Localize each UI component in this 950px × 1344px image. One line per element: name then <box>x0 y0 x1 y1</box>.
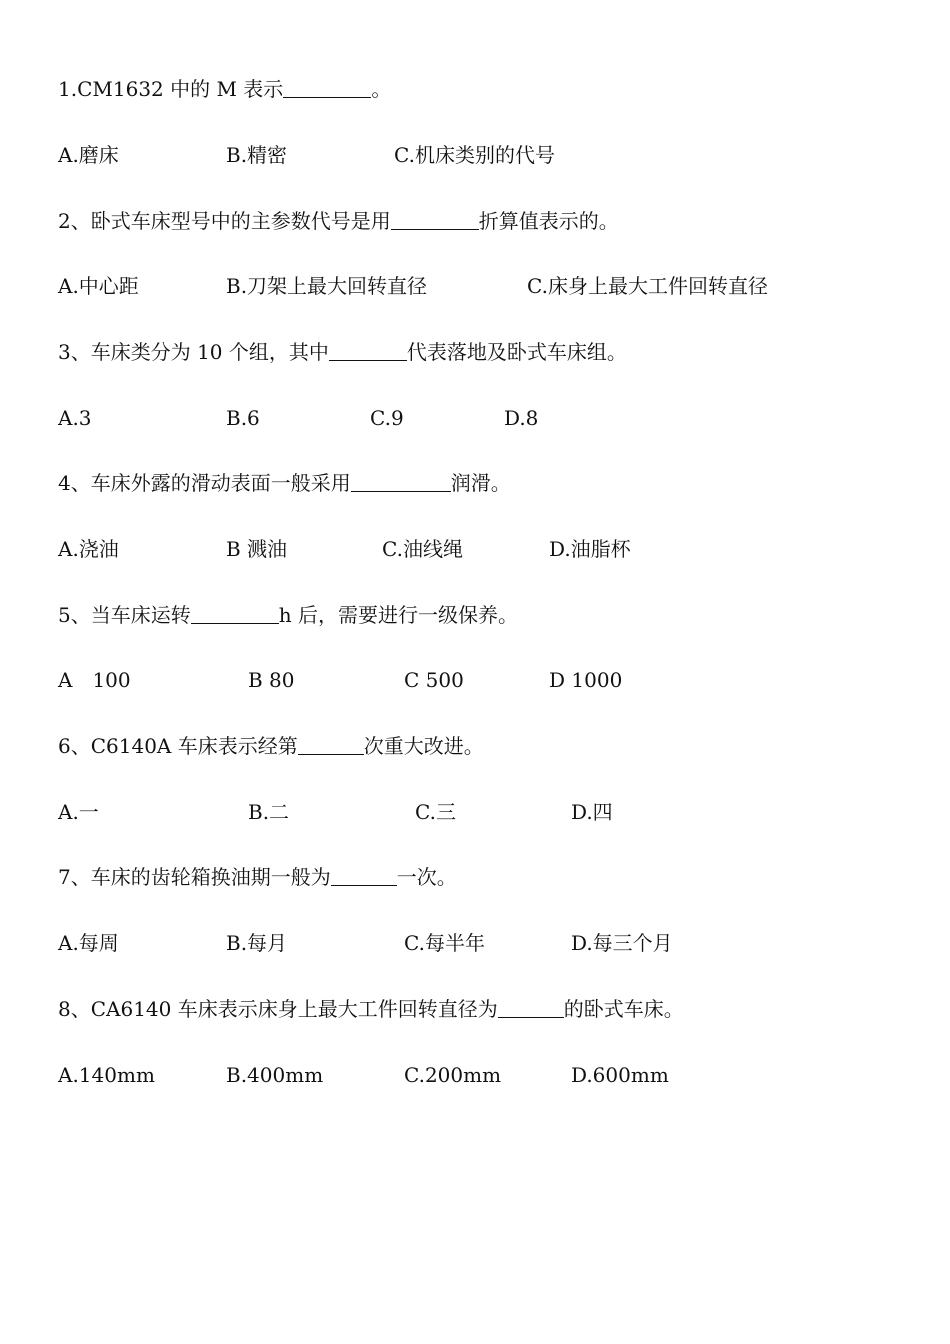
question-1-option-c: C.机床类别的代号 <box>394 143 555 167</box>
question-1 <box>58 74 391 104</box>
question-7-option-b: B.每月 <box>226 931 288 955</box>
question-4-option-b: B 溅油 <box>226 537 288 561</box>
question-6-text-before: 6、C6140A 车床表示经第 <box>58 734 298 758</box>
question-3-text-before: 3、车床类分为 10 个组，其中 <box>58 340 329 364</box>
question-5-blank <box>191 603 279 624</box>
question-7-blank <box>331 865 397 886</box>
question-6-option-d: D.四 <box>571 800 613 824</box>
question-8-text-after: 的卧式车床。 <box>563 997 684 1021</box>
question-4-blank <box>351 471 451 492</box>
question-2-text-after: 折算值表示的。 <box>478 209 619 233</box>
question-5-text-after: h 后，需要进行一级保养。 <box>278 603 518 627</box>
question-2 <box>58 206 619 236</box>
question-5-option-a: A 100 <box>58 668 131 692</box>
question-1-text-after: 。 <box>371 77 392 101</box>
question-2-option-c: C.床身上最大工件回转直径 <box>527 274 768 298</box>
question-5 <box>58 600 518 630</box>
question-3-blank <box>329 340 407 361</box>
question-4-option-c: C.油线绳 <box>382 537 463 561</box>
question-1-text-before: 1.CM1632 中的 M 表示 <box>58 77 284 101</box>
question-8 <box>58 994 684 1024</box>
question-4 <box>58 468 511 498</box>
question-3 <box>58 337 627 367</box>
question-6-option-a: A.一 <box>58 800 99 824</box>
question-7-option-c: C.每半年 <box>404 931 485 955</box>
question-8-text-before: 8、CA6140 车床表示床身上最大工件回转直径为 <box>58 997 498 1021</box>
question-2-option-b: B.刀架上最大回转直径 <box>226 274 428 298</box>
question-8-blank <box>498 997 564 1018</box>
question-1-option-b: B.精密 <box>226 143 288 167</box>
question-6-option-c: C.三 <box>415 800 456 824</box>
question-5-option-c: C 500 <box>404 668 464 692</box>
question-1-option-a: A.磨床 <box>58 143 119 167</box>
question-5-option-b: B 80 <box>248 668 295 692</box>
question-2-text-before: 2、卧式车床型号中的主参数代号是用 <box>58 209 391 233</box>
question-4-text-after: 润滑。 <box>450 471 511 495</box>
question-3-option-d: D.8 <box>504 406 539 430</box>
question-1-blank <box>283 77 371 98</box>
question-8-option-a: A.140mm <box>58 1063 155 1087</box>
question-6-text-after: 次重大改进。 <box>363 734 484 758</box>
question-3-option-c: C.9 <box>370 406 404 430</box>
question-2-option-a: A.中心距 <box>58 274 139 298</box>
question-4-option-a: A.浇油 <box>58 537 119 561</box>
question-8-option-b: B.400mm <box>226 1063 324 1087</box>
question-4-option-d: D.油脂杯 <box>549 537 631 561</box>
question-2-blank <box>391 209 479 230</box>
question-5-option-d: D 1000 <box>549 668 623 692</box>
question-6-option-b: B.二 <box>248 800 290 824</box>
question-3-option-a: A.3 <box>58 406 92 430</box>
question-5-text-before: 5、当车床运转 <box>58 603 191 627</box>
question-6-blank <box>298 734 364 755</box>
question-3-text-after: 代表落地及卧式车床组。 <box>406 340 627 364</box>
question-3-option-b: B.6 <box>226 406 260 430</box>
question-6 <box>58 731 484 761</box>
question-8-option-d: D.600mm <box>571 1063 669 1087</box>
question-7 <box>58 862 457 892</box>
question-7-text-before: 7、车床的齿轮箱换油期一般为 <box>58 865 331 889</box>
question-7-option-d: D.每三个月 <box>571 931 673 955</box>
question-4-text-before: 4、车床外露的滑动表面一般采用 <box>58 471 351 495</box>
question-7-option-a: A.每周 <box>58 931 119 955</box>
question-7-text-after: 一次。 <box>396 865 457 889</box>
question-8-option-c: C.200mm <box>404 1063 502 1087</box>
